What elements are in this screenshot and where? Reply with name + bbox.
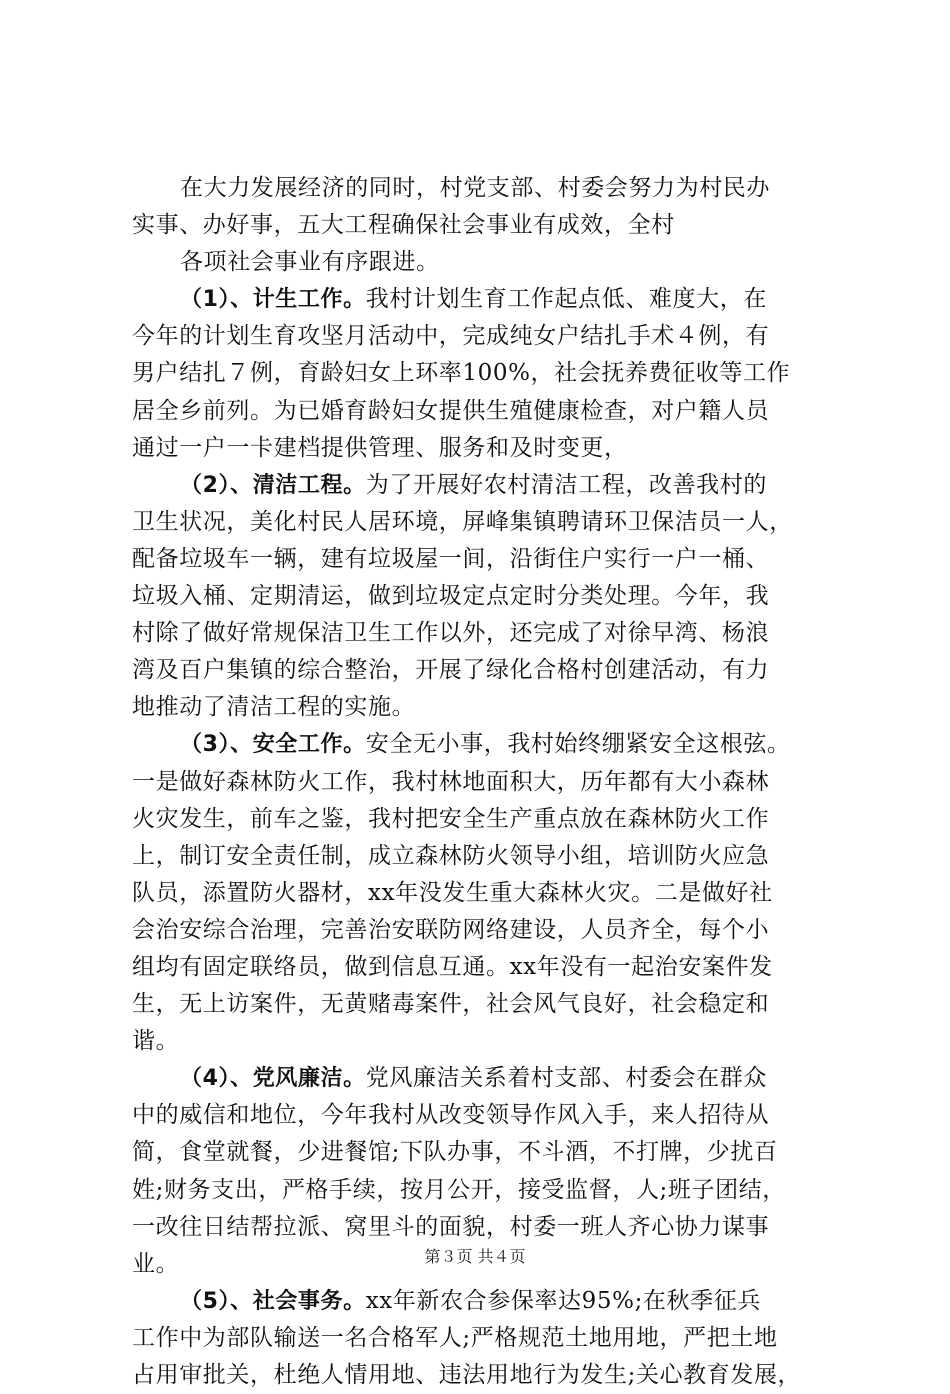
- paragraph-line: 地推动了清洁工程的实施。: [132, 694, 416, 721]
- paragraph-text: 安全无小事，我村始终绷紧安全这根弦。: [365, 731, 791, 758]
- paragraph-line: 组均有固定联络员，做到信息互通。xx年没有一起治安案件发: [132, 953, 773, 980]
- paragraph-line: 湾及百户集镇的综合整治，开展了绿化合格村创建活动，有力: [132, 657, 770, 684]
- paragraph-line: 队员，添置防火器材，xx年没发生重大森林火灾。二是做好社: [132, 879, 773, 906]
- paragraph-line: 今年的计划生育攻坚月活动中，完成纯女户结扎手术４例，有: [132, 323, 770, 350]
- paragraph-line: 居全乡前列。为已婚育龄妇女提供生殖健康检查，对户籍人员: [132, 397, 770, 424]
- paragraph-text: 我村计划生育工作起点低、难度大，在: [365, 286, 767, 313]
- paragraph-line: 通过一户一卡建档提供管理、服务和及时变更，: [132, 434, 628, 461]
- paragraph-line: 各项社会事业有序跟进。: [180, 249, 440, 276]
- paragraph-line: 简，食堂就餐，少进餐馆;下队办事，不斗酒，不打牌，少扰百: [132, 1139, 778, 1166]
- section-heading-social-affairs: （5）、社会事务。: [180, 1288, 366, 1314]
- document-body: [132, 170, 842, 1394]
- section-heading-party-integrity: （4）、党风廉洁。: [180, 1066, 366, 1092]
- paragraph-line: 在大力发展经济的同时，村党支部、村委会努力为村民办: [180, 175, 770, 201]
- paragraph-line: 火灾发生，前车之鉴，我村把安全生产重点放在森林防火工作: [132, 805, 770, 832]
- paragraph-line: 垃圾入桶、定期清运，做到垃圾定点定时分类处理。今年，我: [132, 583, 770, 610]
- section-heading-family-planning: （1）、计生工作。: [180, 287, 366, 313]
- section-heading-safety: （3）、安全工作。: [180, 732, 366, 758]
- paragraph-line: 工作中为部队输送一名合格军人;严格规范土地用地，严把土地: [132, 1324, 778, 1351]
- paragraph-line: 一是做好森林防火工作，我村林地面积大，历年都有大小森林: [132, 768, 770, 795]
- paragraph-line: 姓;财务支出，严格手续，按月公开，接受监督，人;班子团结，: [132, 1176, 786, 1203]
- paragraph-line: 配备垃圾车一辆，建有垃圾屋一间，沿街住户实行一户一桶、: [132, 545, 770, 572]
- paragraph-line: 一改往日结帮拉派、窝里斗的面貌，村委一班人齐心协力谋事: [132, 1213, 770, 1240]
- section-heading-cleaning: （2）、清洁工程。: [180, 472, 366, 498]
- paragraph-line: 中的威信和地位，今年我村从改变领导作风入手，来人招待从: [132, 1102, 770, 1129]
- paragraph-line: 卫生状况，美化村民人居环境，屏峰集镇聘请环卫保洁员一人，: [132, 508, 793, 535]
- paragraph-text: 为了开展好农村清洁工程，改善我村的: [365, 471, 767, 498]
- section-first-line: [132, 281, 842, 318]
- paragraph-text: xx年新农合参保率达95%;在秋季征兵: [365, 1287, 761, 1314]
- section-first-line: [132, 1060, 842, 1097]
- paragraph-line: 村除了做好常规保洁卫生工作以外，还完成了对徐早湾、杨浪: [132, 620, 770, 647]
- paragraph-line: 实事、办好事，五大工程确保社会事业有成效，全村: [132, 212, 675, 239]
- paragraph-line: 上，制订安全责任制，成立森林防火领导小组，培训防火应急: [132, 842, 770, 869]
- paragraph-line: 谐。: [132, 1028, 180, 1055]
- section-first-line: [132, 1283, 842, 1320]
- paragraph-line: 会治安综合治理，完善治安联防网络建设，人员齐全，每个小: [132, 916, 770, 943]
- paragraph-text: 党风廉洁关系着村支部、村委会在群众: [365, 1065, 767, 1092]
- page-number-footer: 第３页 共４页: [424, 1247, 526, 1266]
- paragraph-line: 生，无上访案件，无黄赌毒案件，社会风气良好，社会稳定和: [132, 991, 770, 1018]
- section-first-line: [132, 726, 842, 763]
- paragraph-line: 男户结扎７例，育龄妇女上环率100%，社会抚养费征收等工作: [132, 360, 791, 387]
- paragraph-line: 占用审批关，杜绝人情用地、违法用地行为发生;关心教育发展，: [132, 1362, 802, 1388]
- paragraph-line: 业。: [132, 1250, 180, 1277]
- section-first-line: [132, 467, 842, 504]
